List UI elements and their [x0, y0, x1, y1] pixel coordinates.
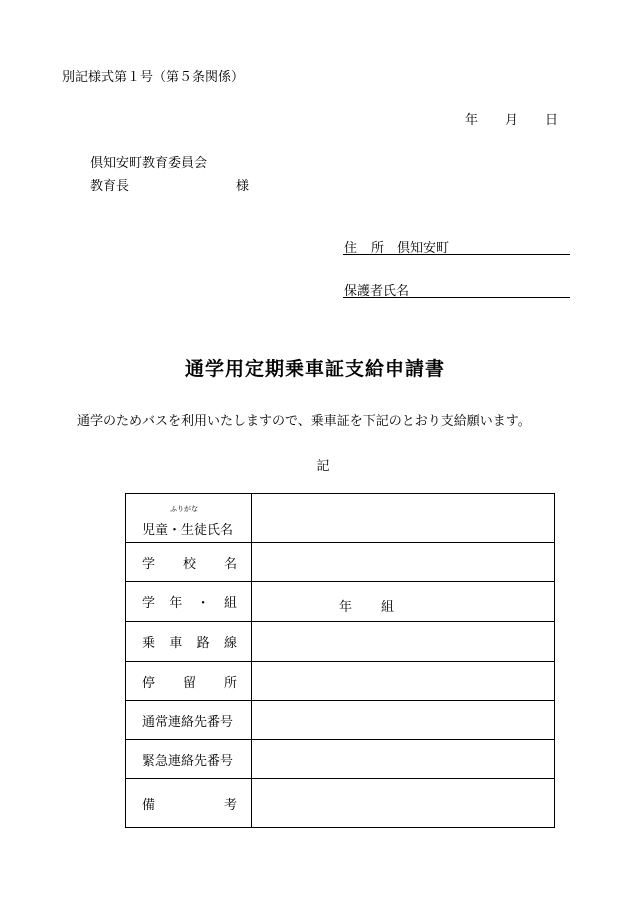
- student-name-field[interactable]: [252, 494, 555, 543]
- stop-label: [126, 672, 251, 691]
- label-char: 留: [182, 675, 196, 691]
- emergency-contact-label: 緊急連絡先番号: [142, 753, 234, 769]
- label-char: 考: [223, 797, 237, 813]
- remarks-field[interactable]: [252, 779, 555, 828]
- recipient-honorific: 様: [236, 179, 250, 194]
- table-row: [126, 494, 555, 543]
- recipient-title: 教育長: [90, 179, 130, 194]
- label-char: ・: [196, 596, 210, 611]
- label-char: 名: [223, 556, 237, 572]
- label-char: 年: [169, 596, 183, 611]
- label-char: 車: [169, 636, 183, 651]
- class-unit-label: 組: [381, 600, 395, 615]
- stop-field[interactable]: [252, 662, 555, 701]
- normal-contact-label: 通常連絡先番号: [142, 714, 234, 730]
- grade-class-label: [126, 592, 251, 611]
- label-char: 学: [142, 596, 156, 611]
- label-char: 所: [223, 675, 237, 691]
- normal-contact-label-cell: [126, 701, 252, 740]
- route-field[interactable]: [252, 622, 555, 662]
- address-value: 倶知安町: [397, 241, 450, 256]
- furigana-label: ふりがな: [170, 505, 198, 513]
- grade-class-label-cell: [126, 582, 252, 622]
- school-name-field[interactable]: [252, 543, 555, 582]
- table-row: [126, 543, 555, 582]
- table-row: [126, 662, 555, 701]
- date-month-label: 月: [505, 113, 519, 128]
- route-label: [126, 632, 251, 651]
- grade-class-field[interactable]: [252, 582, 555, 622]
- table-row: [126, 779, 555, 828]
- school-name-label-cell: [126, 543, 252, 582]
- label-char: 路: [196, 636, 210, 651]
- body-text: 通学のためバスを利用いたしますので、乗車証を下記のとおり支給願います。: [77, 414, 531, 429]
- address-label-2: 所: [371, 241, 385, 256]
- form-number: 別記様式第１号（第５条関係）: [62, 70, 245, 85]
- guardian-name-line[interactable]: [343, 279, 570, 298]
- table-row: [126, 622, 555, 662]
- ki-label: 記: [316, 459, 330, 474]
- table-row: [126, 740, 555, 779]
- document-title: 通学用定期乗車証支給申請書: [184, 358, 445, 380]
- date-day-label: 日: [545, 113, 559, 128]
- grade-unit-label: 年: [339, 600, 353, 615]
- guardian-name-label: 保護者氏名: [344, 284, 410, 299]
- label-char: 組: [223, 596, 237, 611]
- route-label-cell: [126, 622, 252, 662]
- address-label-1: 住: [344, 241, 358, 256]
- student-name-label-cell: [126, 494, 252, 543]
- label-char: 停: [142, 675, 156, 691]
- remarks-label-cell: [126, 779, 252, 828]
- label-char: 学: [142, 556, 156, 572]
- student-name-label: 児童・生徒氏名: [142, 523, 234, 538]
- table-row: [126, 701, 555, 740]
- label-char: 乗: [142, 636, 156, 651]
- remarks-label: [126, 794, 251, 813]
- label-char: 線: [223, 636, 237, 651]
- table-row: [126, 582, 555, 622]
- application-table: [125, 493, 555, 828]
- stop-label-cell: [126, 662, 252, 701]
- label-char: 校: [182, 556, 196, 572]
- recipient-organization: 倶知安町教育委員会: [90, 156, 208, 171]
- emergency-contact-label-cell: [126, 740, 252, 779]
- school-name-label: [126, 553, 251, 572]
- label-char: 備: [142, 797, 156, 813]
- address-line[interactable]: [343, 236, 570, 255]
- date-year-label: 年: [465, 113, 479, 128]
- emergency-contact-field[interactable]: [252, 740, 555, 779]
- normal-contact-field[interactable]: [252, 701, 555, 740]
